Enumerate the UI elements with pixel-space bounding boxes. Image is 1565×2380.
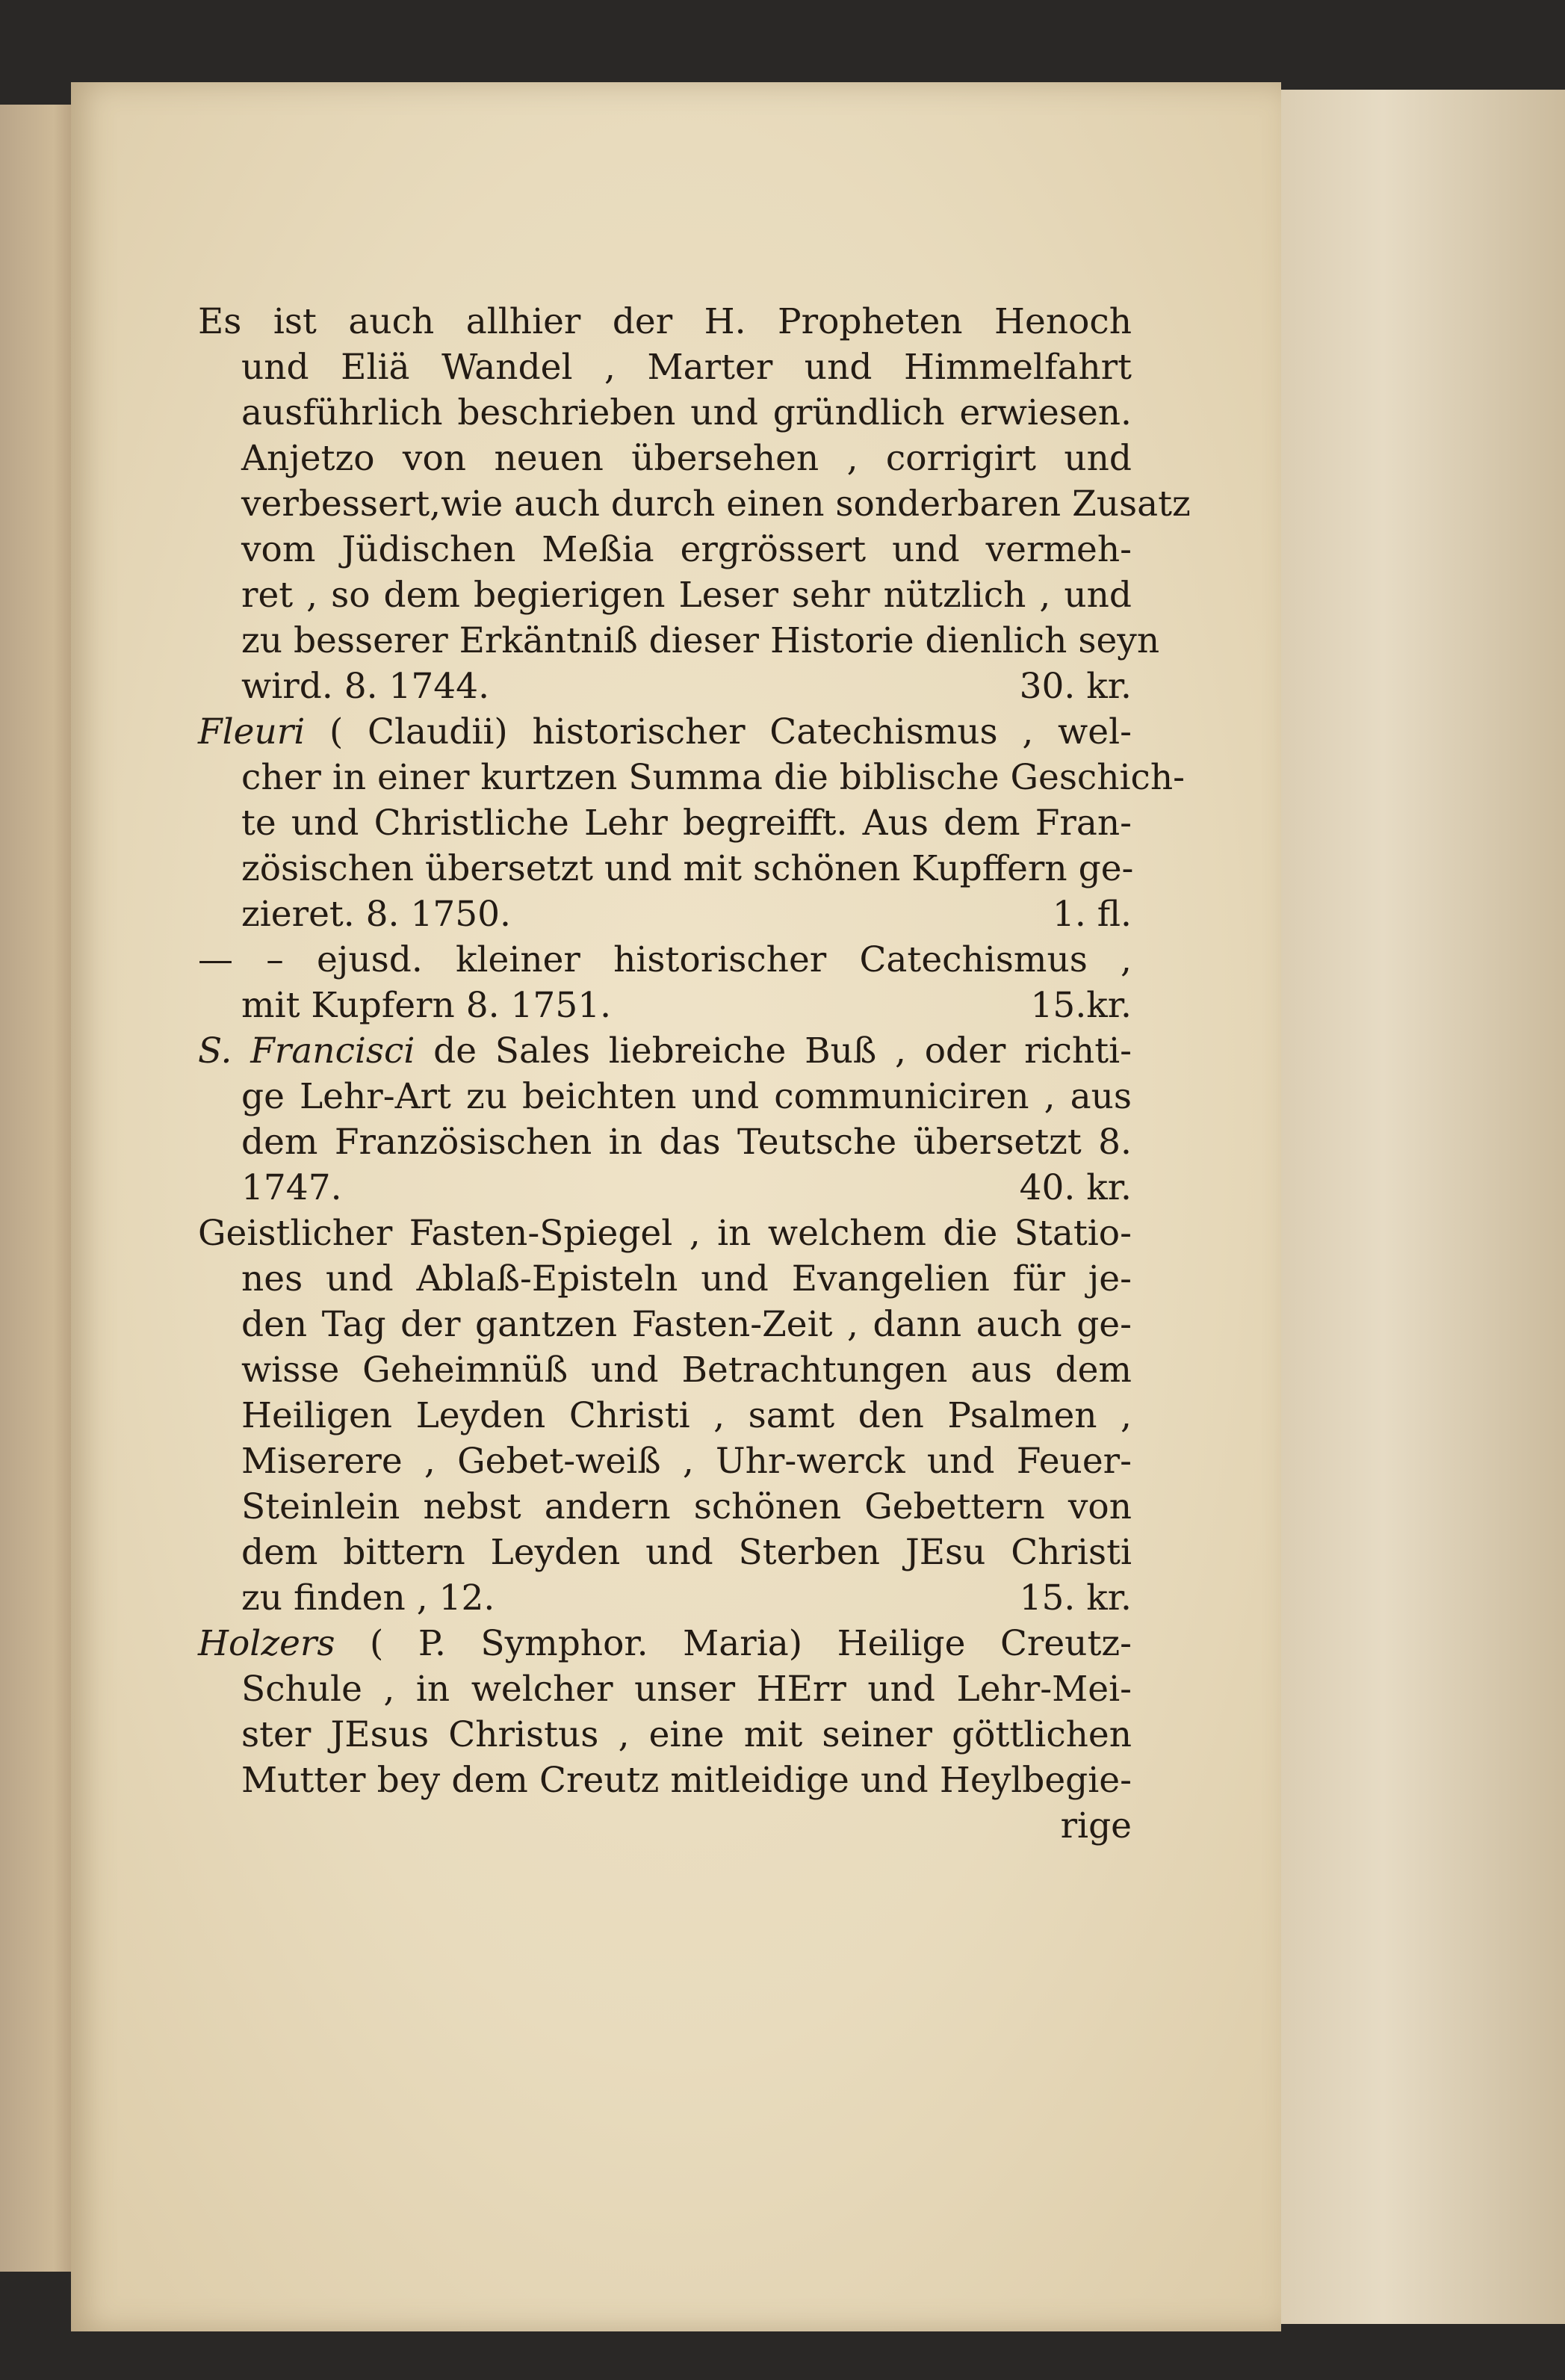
text-line: Mutter bey dem Creutz mitleidige und Heylbegie- [241, 1760, 1132, 1801]
page-text [198, 299, 1191, 1849]
text-line: cher in einer kurtzen Summa die biblische Geschich- [241, 757, 1186, 798]
text-line: nes und Ablaß-Episteln und Evangelien für je- [241, 1258, 1132, 1299]
text-line [198, 1621, 1132, 1666]
text-line: Heiligen Leyden Christi , samt den Psalmen , [241, 1395, 1132, 1436]
text-line: ster JEsus Christus , eine mit seiner göttlichen [241, 1714, 1132, 1755]
text-line: Steinlein nebst andern schönen Gebettern von [241, 1486, 1132, 1527]
text-line [198, 937, 1132, 983]
text-line: dem bittern Leyden und Sterben JEsu Christi [241, 1532, 1132, 1573]
catalog-entry [198, 1028, 1132, 1211]
text-line: vom Jüdischen Meßia ergrössert und vermeh- [241, 529, 1132, 570]
text-line [198, 1028, 1132, 1074]
entry-price: 15. kr. [1019, 1577, 1132, 1619]
text-line: zösischen übersetzt und mit schönen Kupffern ge- [241, 848, 1134, 889]
entry-imprint: mit Kupfern 8. 1751. [241, 985, 612, 1026]
entry-title: ( Claudii) historischer Catechismus , wel- [329, 711, 1132, 752]
text-line: wisse Geheimnüß und Betrachtungen aus dem [241, 1350, 1132, 1391]
text-line: Schule , in welcher unser HErr und Lehr-Mei- [241, 1669, 1132, 1710]
entry-author: S. Francisci [198, 1030, 415, 1072]
text-line: dem Französischen in das Teutsche übersetzt 8. [241, 1122, 1132, 1163]
entry-price: 30. kr. [1019, 666, 1132, 707]
text-line: te und Christliche Lehr begreifft. Aus dem Fran- [241, 803, 1132, 844]
text-line [198, 1165, 1132, 1211]
text-line [198, 664, 1132, 709]
text-line: ausführlich beschrieben und gründlich erwiesen. [241, 392, 1132, 433]
text-line [198, 1803, 1132, 1849]
page-stack-edge [1262, 90, 1565, 2324]
entry-imprint: wird. 8. 1744. [241, 666, 490, 707]
entry-imprint: zieret. 8. 1750. [241, 894, 511, 935]
entry-price: 1. fl. [1052, 894, 1132, 935]
catalog-entry [198, 1211, 1132, 1621]
entry-imprint: 1747. [241, 1167, 342, 1208]
text-line: und Eliä Wandel , Marter und Himmelfahrt [241, 347, 1132, 388]
ditto-dash: — – [198, 939, 284, 980]
entry-title: ( P. Symphor. Maria) Heilige Creutz- [370, 1623, 1132, 1664]
entry-price: 40. kr. [1019, 1167, 1132, 1208]
text-line [198, 1575, 1132, 1621]
catalog-entry [198, 1621, 1132, 1849]
catalog-entry [198, 709, 1186, 937]
text-line: Miserere , Gebet-weiß , Uhr-werck und Feuer- [241, 1441, 1132, 1482]
catchword: rige [1060, 1805, 1132, 1846]
text-line: zu besserer Erkäntniß dieser Historie dienlich seyn [241, 620, 1160, 661]
entry-title: ejusd. kleiner historischer Catechismus , [316, 939, 1132, 980]
text-line: verbessert,wie auch durch einen sonderbaren Zusatz [241, 483, 1191, 525]
entry-price: 15.kr. [1030, 985, 1132, 1026]
text-line: Geistlicher Fasten-Spiegel , in welchem die Statio- [198, 1213, 1132, 1254]
text-line: Anjetzo von neuen übersehen , corrigirt und [241, 438, 1132, 479]
text-line [198, 983, 1132, 1028]
entry-imprint: zu finden , 12. [241, 1577, 495, 1619]
text-line: Es ist auch allhier der H. Propheten Henoch [198, 301, 1132, 342]
text-line: ret , so dem begierigen Leser sehr nützlich , und [241, 575, 1132, 616]
catalog-entry [198, 937, 1132, 1028]
catalog-entry [198, 299, 1191, 709]
entry-title: de Sales liebreiche Buß , oder richti- [433, 1030, 1132, 1072]
text-line: ge Lehr-Art zu beichten und communiciren , aus [241, 1076, 1132, 1117]
entry-author: Fleuri [198, 711, 306, 752]
book-page [71, 82, 1281, 2331]
text-line [198, 709, 1132, 755]
text-line: den Tag der gantzen Fasten-Zeit , dann auch ge- [241, 1304, 1132, 1345]
text-line [198, 891, 1132, 937]
entry-author: Holzers [198, 1623, 335, 1664]
